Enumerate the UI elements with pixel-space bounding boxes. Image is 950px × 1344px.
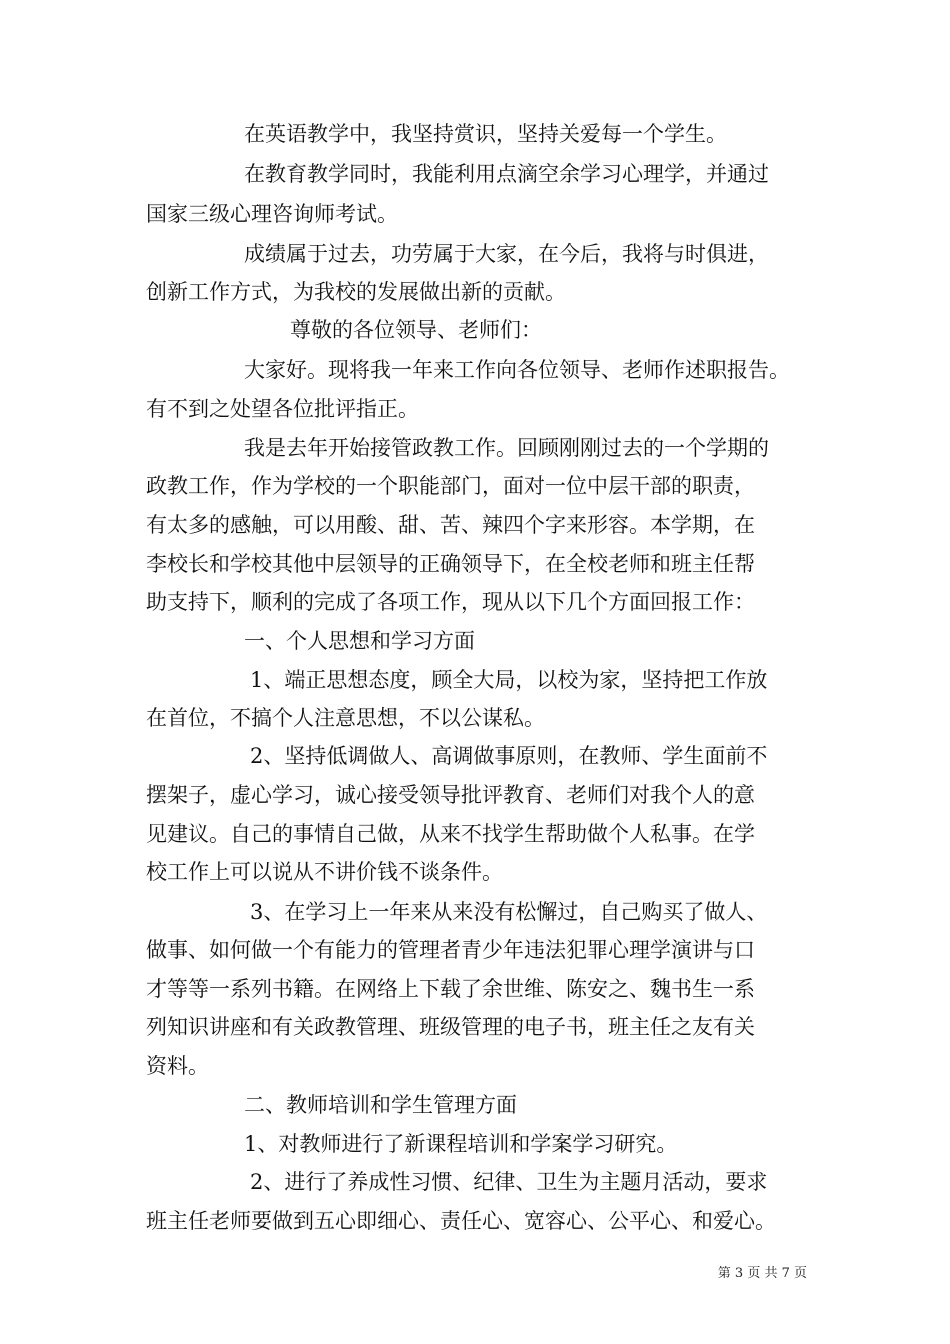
text-line: 在教育教学同时，我能利用点滴空余学习心理学，并通过: [244, 162, 769, 186]
text-line: 才等等一系列书籍。在网络上下载了余世维、陈安之、魏书生一系: [146, 977, 755, 1001]
text-line: 1、端正思想态度，顾全大局，以校为家，坚持把工作放: [250, 668, 768, 692]
page-footer: 第 3 页 共 7 页: [717, 1266, 807, 1281]
text-line: 有不到之处望各位批评指正。: [146, 397, 419, 421]
text-line: 有太多的感触，可以用酸、甜、苦、辣四个字来形容。本学期，在: [146, 513, 755, 537]
text-line: 我是去年开始接管政教工作。回顾刚刚过去的一个学期的: [244, 436, 769, 460]
text-line: 2、进行了养成性习惯、纪律、卫生为主题月活动，要求: [250, 1170, 768, 1194]
section-heading: 一、个人思想和学习方面: [244, 629, 475, 653]
text-line: 政教工作，作为学校的一个职能部门，面对一位中层干部的职责，: [146, 474, 755, 498]
text-line: 摆架子，虚心学习，诚心接受领导批评教育、老师们对我个人的意: [146, 783, 755, 807]
text-line: 见建议。自己的事情自己做，从来不找学生帮助做个人私事。在学: [146, 822, 755, 846]
text-line: 大家好。现将我一年来工作向各位领导、老师作述职报告。: [244, 358, 790, 382]
text-line: 在英语教学中，我坚持赏识，坚持关爱每一个学生。: [244, 122, 727, 146]
text-line: 做事、如何做一个有能力的管理者青少年违法犯罪心理学演讲与口: [146, 938, 755, 962]
text-line: 创新工作方式，为我校的发展做出新的贡献。: [146, 280, 566, 304]
text-line: 校工作上可以说从不讲价钱不谈条件。: [146, 860, 503, 884]
text-line: 2、坚持低调做人、高调做事原则，在教师、学生面前不: [250, 744, 768, 768]
text-line: 3、在学习上一年来从来没有松懈过，自己购买了做人、: [250, 900, 768, 924]
text-line: 李校长和学校其他中层领导的正确领导下，在全校老师和班主任帮: [146, 552, 755, 576]
text-line: 列知识讲座和有关政教管理、班级管理的电子书，班主任之友有关: [146, 1015, 755, 1039]
text-line: 1、对教师进行了新课程培训和学案学习研究。: [244, 1132, 678, 1156]
text-line: 班主任老师要做到五心即细心、责任心、宽容心、公平心、和爱心。: [146, 1209, 776, 1233]
section-heading: 二、教师培训和学生管理方面: [244, 1093, 517, 1117]
text-line: 资料。: [146, 1054, 209, 1078]
text-line: 尊敬的各位领导、老师们：: [290, 318, 542, 342]
text-line: 国家三级心理咨询师考试。: [146, 202, 398, 226]
text-line: 助支持下，顺利的完成了各项工作，现从以下几个方面回报工作：: [146, 590, 755, 614]
text-line: 成绩属于过去，功劳属于大家，在今后，我将与时俱进，: [244, 242, 769, 266]
text-line: 在首位，不搞个人注意思想，不以公谋私。: [146, 706, 545, 730]
